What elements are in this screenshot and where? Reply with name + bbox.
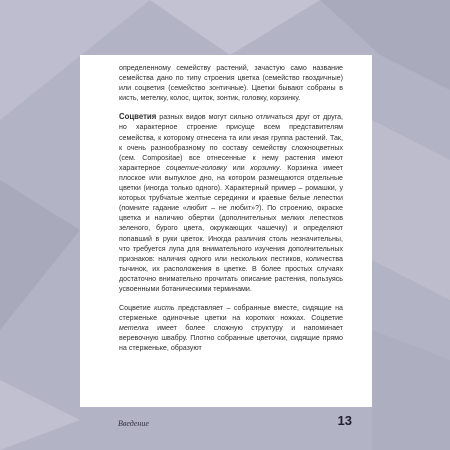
paragraph-2-text-a: разных видов могут сильно отличаться друг от друга, но характерное строение присуще всем представителям семейства, к которому отнесена та или иная группа растений. Так, к очень разнообразному по составу семейству сложноцветных (сем. Compositae) все отнесенные к нему растения имеют характерное	[119, 113, 343, 172]
paragraph-1: определенному семейству растений, зачастую само название семейства дано по типу строения цветка (семейство гвоздичные) или соцветия (семейство зонтичные). Цветки бывают собраны в кисть, метелку, колос, щиток, зонтик, головку, корзинку.	[119, 64, 343, 103]
paragraph-3-text-c: имеет более сложную структуру и напоминает веревочную швабру. Плотно собранные цветочки, сидящие прямо на стерженьке, образуют	[119, 324, 343, 353]
book-page	[80, 55, 372, 450]
chapter-title: Введение	[118, 419, 149, 428]
term-raceme: кисть	[154, 304, 175, 313]
body-text	[119, 63, 343, 354]
paragraph-2-text-b: или	[226, 163, 251, 172]
paragraph-3	[119, 303, 343, 353]
paragraph-3-text-b: представляет – собранные вместе, сидящие на стерженьке одиночные цветки на коротких ножках. Соцветие	[119, 304, 343, 323]
paragraph-2-text-c: . Корзинка имеет плоское или выпуклое дно, на котором размещаются отдельные цветки (иногда только одного). Характерный пример – ромашки, у которых трубчатые желтые серединки и краевые белые лепестки (помните гадание «любит – не любит»?). По строению, окраске цветка и наличию обертки (дополнительных мелких лепестков зеленого, бурого цвета, окружающих чашечку) и определяют попавший в руки цветок. Иногда различия столь незначительны, что требуется лупа для внимательного изучения дополнительных признаков: наличия одного или нескольких пестиков, количества тычинок, их расположения в цветке. В более простых случаях достаточно внимательно прочитать описание растения, пользуясь усвоенными ботаническими терминами.	[119, 163, 344, 293]
page-footer	[80, 407, 372, 450]
paragraph-3-text-a: Соцветие	[119, 304, 155, 313]
term-head: соцветие-головку	[166, 163, 227, 172]
page-number: 13	[337, 413, 352, 428]
term-inflorescence: Соцветия	[119, 112, 157, 122]
paragraph-2	[119, 112, 343, 294]
term-panicle: метелка	[119, 324, 149, 333]
term-basket: корзинку	[250, 163, 280, 172]
